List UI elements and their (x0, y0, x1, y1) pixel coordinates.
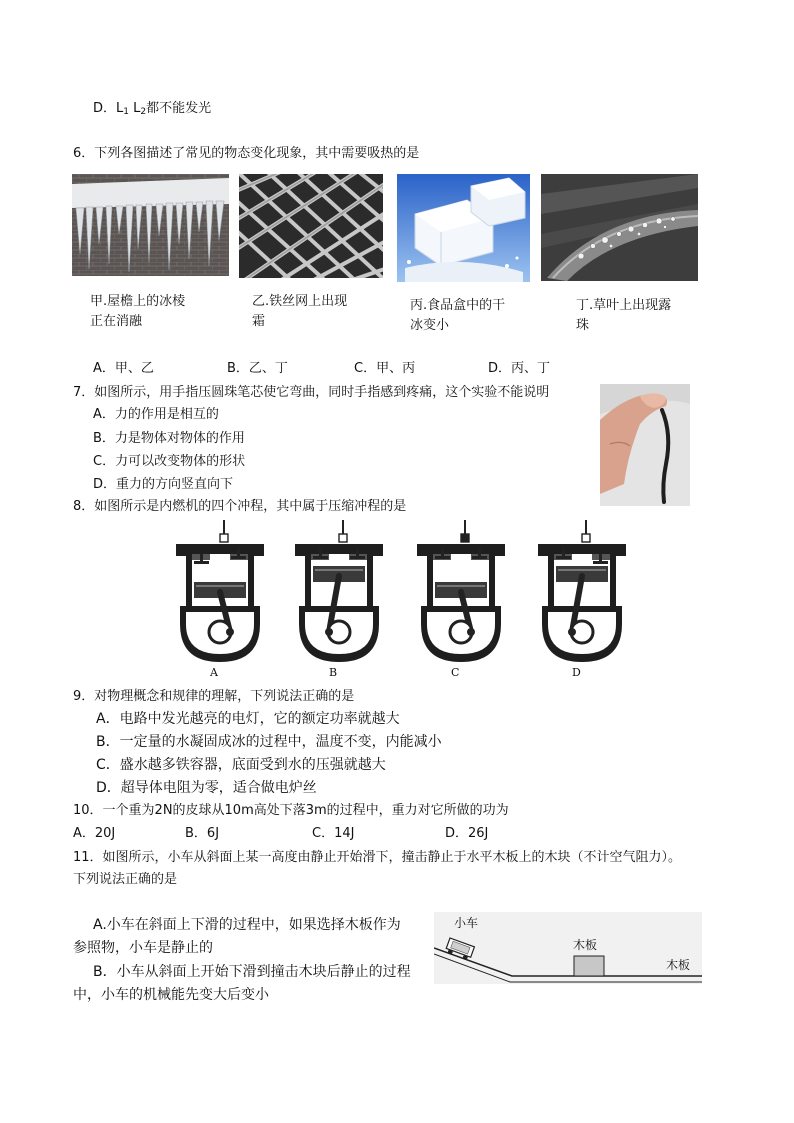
q6-option-d: D．丙、丁 (488, 361, 551, 376)
q11-option-b-line2: 中，小车的机械能先变大后变小 (73, 987, 269, 1003)
q7-stem: 7．如图所示，用手指压圆珠笔芯使它弯曲，同时手指感到疼痛，这个实验不能说明 (73, 385, 550, 400)
q11-stem-line2: 下列说法正确的是 (73, 872, 178, 887)
q6-option-c: C．甲、丙 (354, 361, 416, 376)
photo2-caption-line2: 霜 (252, 314, 266, 329)
board-label: 木板 (666, 958, 691, 972)
engine-d (532, 520, 632, 662)
photo4-caption-line1: 丁.草叶上出现露 (576, 298, 672, 313)
finger-pen-photo (600, 384, 690, 506)
frost-mesh-photo (239, 174, 383, 278)
q10-option-b: B．6J (185, 826, 220, 841)
q8-stem: 8．如图所示是内燃机的四个冲程，其中属于压缩冲程的是 (73, 499, 407, 514)
photo4-caption-line2: 珠 (576, 318, 590, 333)
engine-b (289, 520, 389, 662)
dry-ice-photo (397, 174, 530, 282)
q7-option-d: D．重力的方向竖直向下 (93, 477, 234, 492)
q10-option-a: A．20J (73, 826, 116, 841)
q11-option-b-line1: B．小车从斜面上开始下滑到撞击木块后静止的过程 (93, 964, 411, 980)
block-label: 木板 (573, 938, 598, 952)
q9-option-b: B．一定量的水凝固成冰的过程中，温度不变，内能减小 (96, 734, 442, 750)
q7-option-c: C．力可以改变物体的形状 (93, 454, 246, 469)
q10-option-c: C．14J (312, 826, 355, 841)
q11-option-a-line2: 参照物，小车是静止的 (73, 940, 213, 956)
q11-stem-line1: 11．如图所示，小车从斜面上某一高度由静止开始滑下，撞击静止于水平木板上的木块（不计空气阻力）。 (73, 850, 682, 865)
engine-label-b: B (329, 666, 338, 679)
incline-figure (434, 912, 702, 984)
car-label: 小车 (454, 916, 479, 930)
engine-label-a: A (210, 666, 218, 679)
q7-option-b: B．力是物体对物体的作用 (93, 431, 245, 446)
icicles-photo (72, 174, 229, 276)
photo1-caption-line1: 甲.屋檐上的冰棱 (90, 294, 186, 309)
q5-option-d: D．$L_1$ $L_2$都不能发光 (93, 101, 212, 117)
engine-c (411, 520, 511, 662)
photo3-caption-line2: 冰变小 (410, 318, 450, 333)
q10-stem: 10．一个重为2N的皮球从10m高处下落3m的过程中，重力对它所做的功为 (73, 803, 509, 818)
dew-leaf-photo (541, 174, 698, 281)
q6-stem: 6．下列各图描述了常见的物态变化现象，其中需要吸热的是 (73, 146, 420, 161)
engine-a (170, 520, 270, 662)
q9-option-c: C．盛水越多铁容器，底面受到水的压强就越大 (96, 757, 386, 773)
q9-stem: 9．对物理概念和规律的理解，下列说法正确的是 (73, 689, 355, 704)
photo2-caption-line1: 乙.铁丝网上出现 (252, 294, 348, 309)
photo1-caption-line2: 正在消融 (90, 314, 143, 329)
q11-option-a-line1: A.小车在斜面上下滑的过程中，如果选择木板作为 (93, 917, 401, 933)
q6-option-a: A．甲、乙 (93, 361, 154, 376)
engine-label-c: C (451, 666, 460, 679)
engine-label-d: D (572, 666, 581, 679)
photo3-caption-line1: 丙.食品盒中的干 (410, 298, 506, 313)
q9-option-a: A．电路中发光越亮的电灯，它的额定功率就越大 (96, 711, 400, 727)
q6-option-b: B．乙、丁 (227, 361, 288, 376)
q7-option-a: A．力的作用是相互的 (93, 407, 219, 422)
q10-option-d: D．26J (445, 826, 489, 841)
q9-option-d: D．超导体电阻为零，适合做电炉丝 (96, 780, 317, 796)
